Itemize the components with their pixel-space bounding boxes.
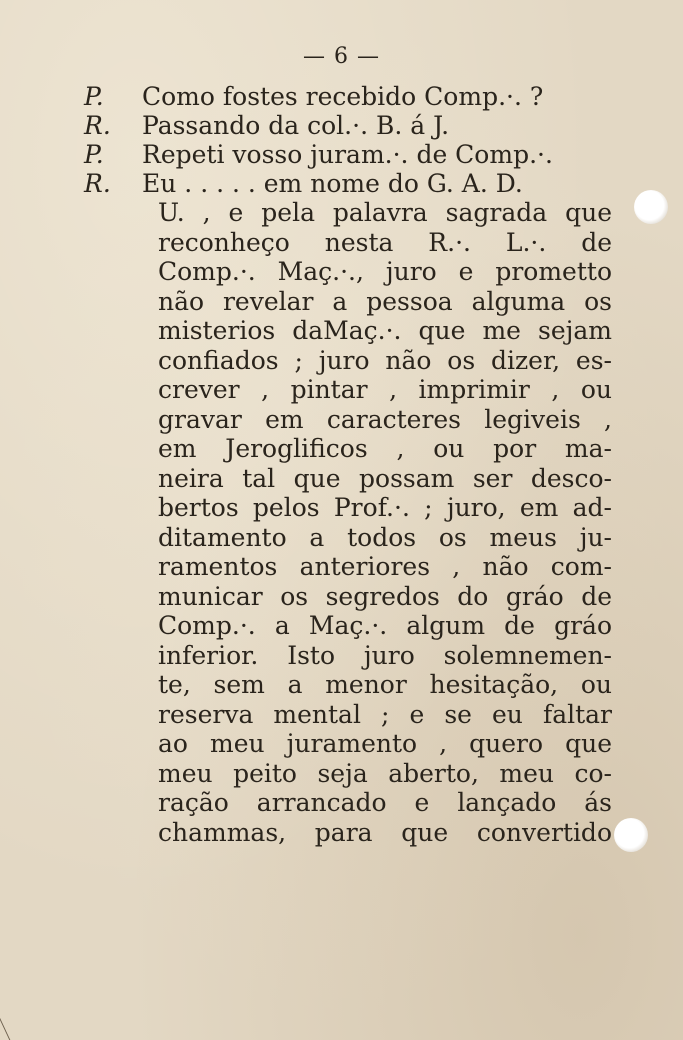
text-line: gravar em caracteres legiveis , [158,404,612,434]
text-line: Comp.·. Maç.·., juro e prometto [158,257,612,286]
binding-hole [614,818,648,852]
text-line: ao meu juramento , quero que [158,729,612,758]
speaker-label: R. [84,169,111,198]
dialogue-line [84,140,644,169]
dialogue-line [84,82,644,111]
text-line: misterios daMaç.·. que me sejam [158,316,612,345]
text-line: reserva mental ; e se eu faltar [158,699,612,729]
dialogue-text: Repeti vosso juram.·. de Comp.·. [142,140,553,169]
text-line: te, sem a menor hesitação, ou [158,670,612,699]
text-line: chammas, para que convertido [158,817,612,847]
speaker-label: R. [84,111,111,140]
dialogue-text: Passando da col.·. B. á J. [142,111,450,140]
text-line: não revelar a pessoa alguma os [158,286,612,316]
text-line: inferior. Isto juro solemnemen- [158,640,612,670]
text-line: ditamento a todos os meus ju- [158,522,612,552]
text-line: bertos pelos Prof.·. ; juro, em ad- [158,493,612,522]
text-line: U. , e pela palavra sagrada que [158,198,612,227]
speaker-label: P. [84,82,104,111]
dialogue-line [84,111,644,140]
page-number: — 6 — [303,44,380,69]
text-line: neira tal que possam ser desco- [158,463,612,493]
text-line: confiados ; juro não os dizer, es- [158,345,612,375]
speaker-label: P. [84,140,104,169]
dialogue-line [84,169,644,198]
oath-text [158,198,612,847]
text-line: ramentos anteriores , não com- [158,552,612,581]
binding-hole [634,190,668,224]
text-line: crever , pintar , imprimir , ou [158,375,612,404]
text-line: meu peito seja aberto, meu co- [158,758,612,788]
text-line: ração arrancado e lançado ás [158,788,612,817]
dialogue-text: Eu . . . . . em nome do G. A. D. [142,169,523,198]
text-line: Comp.·. a Maç.·. algum de gráo [158,611,612,640]
text-line: reconheço nesta R.·. L.·. de [158,227,612,257]
dialogue-text: Como fostes recebido Comp.·. ? [142,82,544,111]
text-line: municar os segredos do gráo de [158,581,612,611]
page-crease [0,1000,50,1040]
dialogue [84,82,644,198]
text-line: em Jeroglificos , ou por ma- [158,434,612,463]
